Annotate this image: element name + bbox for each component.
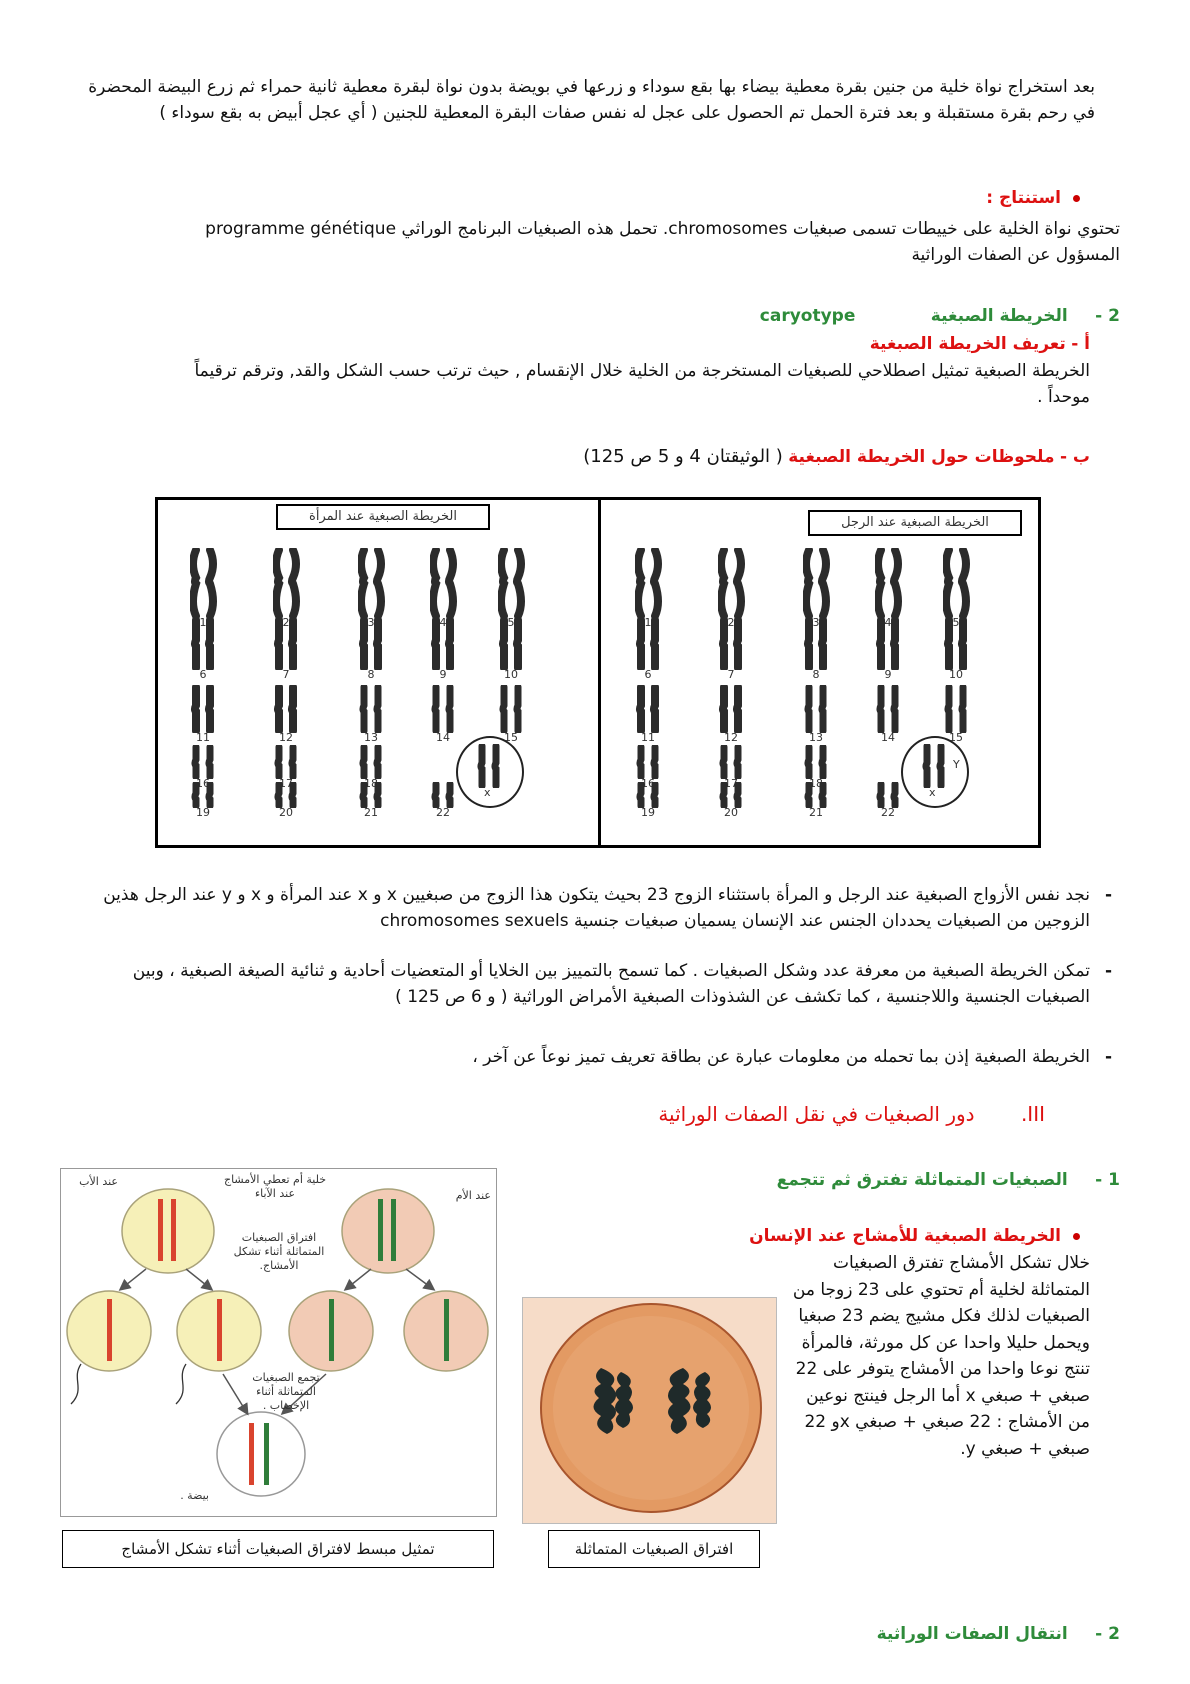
chromosome-pair-shape xyxy=(875,685,911,733)
male-chromosome-pair-3 xyxy=(803,548,839,618)
chromosome-pair-shape xyxy=(803,618,839,670)
chromosome-pair-shape xyxy=(498,685,534,733)
chromosome-arm xyxy=(723,784,724,806)
female-chromosome-pair-21 xyxy=(358,782,394,808)
male-chromosome-pair-1 xyxy=(635,548,671,618)
male-chromosome-number: 10 xyxy=(949,668,963,681)
chromosome-arm xyxy=(926,746,927,786)
karyotype-figure xyxy=(155,497,1041,848)
female-chromosome-number: 5 xyxy=(507,616,515,629)
meiosis-diagram-svg xyxy=(61,1169,496,1516)
chromosome-arm xyxy=(361,550,364,616)
sub1-heading: 1 - الصبغيات المتماثلة تفترق ثم تتجمع xyxy=(776,1170,1120,1190)
chromosome-arm xyxy=(363,687,364,731)
egg-cell xyxy=(217,1412,305,1496)
photo-caption: افتراق الصبغيات المتماثلة xyxy=(548,1530,760,1568)
male-chromosome-number: 15 xyxy=(949,731,963,744)
chromosome-pair-shape xyxy=(476,744,512,788)
chromosome-arm xyxy=(195,620,196,668)
note-caryotype-uses: - تمكن الخريطة الصبغية من معرفة عدد وشكل الصبغيات . كما تسمح بالتمييز بين الخلايا أو المتعضيات أحادية و ثنائية الصيغة الصبغية ، وبين الصبغيات الجنسية واللاجنسية ، كما تكشف عن الشذوذات الصبغية الأمراض الوراثية ( و 6 ص 125 ) xyxy=(132,961,1112,1007)
female-chromosome-number: 4 xyxy=(439,616,447,629)
male-chromosome-number: 6 xyxy=(644,668,652,681)
female-chromosome-number: 16 xyxy=(196,777,210,790)
female-chromosome-number: 2 xyxy=(282,616,290,629)
female-chromosome-pair-16 xyxy=(190,745,226,779)
father-cell xyxy=(122,1189,214,1273)
female-chromosome-pair-4 xyxy=(430,548,466,618)
chromosome-arm xyxy=(806,550,809,616)
male-chromosome-pair-15 xyxy=(943,685,979,733)
chromosome-arm xyxy=(209,784,210,806)
fusion-label: تجمع الصبغيات المتماثلة أثناء الإخصاب . xyxy=(252,1371,320,1412)
male-chromosome-pair-18 xyxy=(803,745,839,779)
female-chromosome-number: 3 xyxy=(367,616,375,629)
female-chromosome-pair-14 xyxy=(430,685,466,733)
chromosome-arm xyxy=(209,620,210,668)
chromosome-arm xyxy=(195,687,196,731)
chromosome-arm xyxy=(654,747,655,777)
section3-heading: III. دور الصبغيات في نقل الصفات الوراثية xyxy=(658,1102,1045,1126)
male-sex-y-label: Y xyxy=(953,758,960,771)
chromosome-pair-shape xyxy=(635,745,671,779)
chromosome-arm xyxy=(640,784,641,806)
male-chromosome-number: 19 xyxy=(641,806,655,819)
male-chromosome-pair-21 xyxy=(803,782,839,808)
chromosome-pair-shape xyxy=(635,548,671,618)
male-chromosome-number: 4 xyxy=(884,616,892,629)
chromosome-arm xyxy=(808,747,809,777)
female-chromosome-number: 22 xyxy=(436,806,450,819)
chromosome-pair-shape xyxy=(358,618,394,670)
chromosome-arm xyxy=(363,747,364,777)
chromosome-pair-shape xyxy=(943,548,979,618)
chromosome-pair-shape xyxy=(718,745,754,779)
chromosome-pair-shape xyxy=(803,548,839,618)
chromosome-arm xyxy=(449,784,450,806)
chromosome-arm xyxy=(193,550,196,616)
subsection-a-heading: أ - تعريف الخريطة الصبغية xyxy=(869,334,1090,354)
female-chromosome-number: 15 xyxy=(504,731,518,744)
male-chromosome-pair-2 xyxy=(718,548,754,618)
female-chromosome-pair-3 xyxy=(358,548,394,618)
chromosome-arm xyxy=(822,784,823,806)
female-sex-x-label: x xyxy=(484,786,491,799)
chromosome-arm xyxy=(276,550,279,616)
chromosome-arm xyxy=(363,784,364,806)
chromosome-pair-shape xyxy=(273,745,309,779)
chromosome-arm xyxy=(449,550,453,616)
chromosome-pair-shape xyxy=(358,548,394,618)
father-label: عند الأب xyxy=(79,1175,118,1188)
female-karyotype-title: الخريطة الصبغية عند المرأة xyxy=(276,504,490,530)
chromosome-arm xyxy=(377,784,378,806)
female-chromosome-number: 20 xyxy=(279,806,293,819)
female-chromosome-number: 6 xyxy=(199,668,207,681)
chromosome-pair-shape xyxy=(718,782,754,808)
chromosome-pair-shape xyxy=(358,782,394,808)
chromosome-pair-shape xyxy=(718,548,754,618)
chromosome-arm xyxy=(894,550,898,616)
chromosome-arm xyxy=(962,620,963,668)
chromosome-arm xyxy=(894,784,895,806)
male-chromosome-number: 8 xyxy=(812,668,820,681)
male-chromosome-number: 14 xyxy=(881,731,895,744)
female-chromosome-pair-20 xyxy=(273,782,309,808)
male-chromosome-number: 7 xyxy=(727,668,735,681)
chromosome-pair-shape xyxy=(921,744,957,788)
bullet-icon xyxy=(1073,195,1080,202)
chromosome-pair-shape xyxy=(875,548,911,618)
chromosome-arm xyxy=(878,550,881,616)
chromosome-arm xyxy=(737,550,741,616)
female-chromosome-pair-7 xyxy=(273,618,309,670)
chromosome-arm xyxy=(495,746,496,786)
male-chromosome-number: 1 xyxy=(644,616,652,629)
chromosome-arm xyxy=(517,620,518,668)
chromosome-arm xyxy=(377,550,381,616)
female-chromosome-number: 14 xyxy=(436,731,450,744)
chromosome-arm xyxy=(880,687,881,731)
subsection-b-heading: ب - ملحوظات حول الخريطة الصبغية ( الوثيقتان 4 و 5 ص 125) xyxy=(583,446,1090,467)
chromosome-pair-shape xyxy=(273,548,309,618)
chromosome-pair-shape xyxy=(358,685,394,733)
female-chromosome-number: 9 xyxy=(439,668,447,681)
chromosome-pair-shape xyxy=(718,685,754,733)
female-chromosome-pair-19 xyxy=(190,782,226,808)
chromosome-pair-shape xyxy=(803,685,839,733)
female-chromosome-number: 12 xyxy=(279,731,293,744)
female-chromosome-number: 8 xyxy=(367,668,375,681)
female-chromosome-pair-13 xyxy=(358,685,394,733)
chromosome-pair-shape xyxy=(273,618,309,670)
chromosome-arm xyxy=(209,687,210,731)
chromosome-arm xyxy=(640,620,641,668)
chromosome-arm xyxy=(377,747,378,777)
female-chromosome-number: 1 xyxy=(199,616,207,629)
female-chromosome-pair-11 xyxy=(190,685,226,733)
male-chromosome-number: 9 xyxy=(884,668,892,681)
note-sex-chromosomes: - نجد نفس الأزواج الصبغية عند الرجل و المرأة باستثناء الزوج 23 بحيث يتكون هذا الزوج من صبغيين x و x عند المرأة و x و y عند الرجل هذين الزوجين من الصبغيات يحددان الجنس عند الإنسان يسميان صبغيات جنسية chromosomes sexuels xyxy=(103,885,1112,931)
male-chromosome-number: 13 xyxy=(809,731,823,744)
cell-photo-svg xyxy=(523,1298,776,1523)
male-chromosome-pair-12 xyxy=(718,685,754,733)
chromosome-arm xyxy=(435,784,436,806)
male-chromosome-number: 5 xyxy=(952,616,960,629)
chromosome-arm xyxy=(822,747,823,777)
chromosome-pair-shape xyxy=(635,618,671,670)
chromosome-arm xyxy=(723,620,724,668)
male-chromosome-pair-7 xyxy=(718,618,754,670)
mother-cell xyxy=(342,1189,434,1273)
male-chromosome-number: 12 xyxy=(724,731,738,744)
chromosome-pair-shape xyxy=(498,618,534,670)
chromosome-pair-shape xyxy=(430,618,466,670)
chromosome-arm xyxy=(481,746,482,786)
male-chromosome-pair-5 xyxy=(943,548,979,618)
male-chromosome-number: 17 xyxy=(724,777,738,790)
chromosome-arm xyxy=(292,747,293,777)
chromosome-pair-shape xyxy=(190,685,226,733)
chromosome-arm xyxy=(638,550,641,616)
chromosome-arm xyxy=(880,784,881,806)
chromosome-pair-shape xyxy=(190,745,226,779)
female-chromosome-pair-5 xyxy=(498,548,534,618)
chromosome-arm xyxy=(948,687,949,731)
male-chromosome-number: 3 xyxy=(812,616,820,629)
male-chromosome-number: 21 xyxy=(809,806,823,819)
female-chromosome-number: 7 xyxy=(282,668,290,681)
male-chromosome-pair-17 xyxy=(718,745,754,779)
female-chromosome-pair-9 xyxy=(430,618,466,670)
chromosome-arm xyxy=(940,746,941,786)
chromosome-arm xyxy=(278,747,279,777)
chromosome-pair-shape xyxy=(943,685,979,733)
chromosome-arm xyxy=(808,687,809,731)
female-chromosome-number: 18 xyxy=(364,777,378,790)
chromosome-arm xyxy=(737,747,738,777)
chromosome-arm xyxy=(503,687,504,731)
chromosome-arm xyxy=(278,687,279,731)
female-chromosome-number: 10 xyxy=(504,668,518,681)
chromosome-arm xyxy=(962,550,966,616)
chromosome-pair-shape xyxy=(635,782,671,808)
chromosome-arm xyxy=(501,550,504,616)
chromosome-arm xyxy=(292,550,296,616)
chromosome-pair-shape xyxy=(190,782,226,808)
male-chromosome-pair-4 xyxy=(875,548,911,618)
bullet-icon xyxy=(1073,1233,1080,1240)
chromosome-arm xyxy=(894,620,895,668)
chromosome-pair-shape xyxy=(273,782,309,808)
male-chromosome-number: 11 xyxy=(641,731,655,744)
female-chromosome-number: 21 xyxy=(364,806,378,819)
female-chromosome-pair-15 xyxy=(498,685,534,733)
chromosome-arm xyxy=(737,620,738,668)
chromosome-arm xyxy=(822,550,826,616)
chromosome-arm xyxy=(435,620,436,668)
chromosome-arm xyxy=(822,687,823,731)
chromosome-arm xyxy=(377,687,378,731)
chromosome-pair-shape xyxy=(635,685,671,733)
male-sex-chromosome-pair xyxy=(921,744,957,792)
chromosome-arm xyxy=(880,620,881,668)
conclusion-text: تحتوي نواة الخلية على خييطات تسمى صبغيات chromosomes. تحمل هذه الصبغيات البرنامج الوراثي programme génétique المسؤول عن الصفات الوراثية xyxy=(205,219,1120,265)
chromosome-arm xyxy=(640,747,641,777)
male-chromosome-number: 20 xyxy=(724,806,738,819)
female-chromosome-number: 13 xyxy=(364,731,378,744)
chromosome-arm xyxy=(449,620,450,668)
female-chromosome-number: 19 xyxy=(196,806,210,819)
male-sex-x-label: x xyxy=(929,786,936,799)
meiosis-diagram xyxy=(60,1168,497,1517)
male-chromosome-pair-8 xyxy=(803,618,839,670)
gametes-heading: الخريطة الصبغية للأمشاج عند الإنسان xyxy=(749,1226,1080,1246)
male-chromosome-pair-16 xyxy=(635,745,671,779)
female-chromosome-pair-17 xyxy=(273,745,309,779)
male-chromosome-pair-14 xyxy=(875,685,911,733)
male-chromosome-pair-9 xyxy=(875,618,911,670)
chromosome-arm xyxy=(654,784,655,806)
male-chromosome-number: 18 xyxy=(809,777,823,790)
male-karyotype-title: الخريطة الصبغية عند الرجل xyxy=(808,510,1022,536)
chromosome-arm xyxy=(721,550,724,616)
section2-heading: 2 - الخريطة الصبغية caryotype xyxy=(759,306,1120,326)
homologous-separation-photo xyxy=(522,1297,777,1524)
mother-label: عند الأم xyxy=(455,1189,491,1202)
chromosome-pair-shape xyxy=(875,618,911,670)
chromosome-arm xyxy=(435,687,436,731)
chromosome-pair-shape xyxy=(430,548,466,618)
chromosome-arm xyxy=(292,784,293,806)
chromosome-arm xyxy=(292,687,293,731)
chromosome-arm xyxy=(737,784,738,806)
female-chromosome-pair-8 xyxy=(358,618,394,670)
chromosome-arm xyxy=(822,620,823,668)
chromosome-pair-shape xyxy=(803,745,839,779)
chromosome-pair-shape xyxy=(190,548,226,618)
chromosome-arm xyxy=(449,687,450,731)
chromosome-arm xyxy=(377,620,378,668)
male-chromosome-pair-11 xyxy=(635,685,671,733)
egg-label: بيضة . xyxy=(180,1489,209,1502)
chromosome-arm xyxy=(737,687,738,731)
chromosome-arm xyxy=(278,784,279,806)
chromosome-pair-shape xyxy=(273,685,309,733)
conclusion-heading: استنتاج : xyxy=(986,188,1080,208)
chromosome-arm xyxy=(808,784,809,806)
male-chromosome-pair-13 xyxy=(803,685,839,733)
female-chromosome-pair-1 xyxy=(190,548,226,618)
female-sex-chromosome-pair xyxy=(476,744,512,792)
male-chromosome-number: 22 xyxy=(881,806,895,819)
chromosome-pair-shape xyxy=(358,745,394,779)
male-chromosome-number: 2 xyxy=(727,616,735,629)
female-chromosome-pair-2 xyxy=(273,548,309,618)
sub2-heading: 2 - انتقال الصفات الوراثية xyxy=(876,1624,1120,1644)
chromosome-arm xyxy=(808,620,809,668)
chromosome-pair-shape xyxy=(718,618,754,670)
male-chromosome-pair-6 xyxy=(635,618,671,670)
male-chromosome-pair-20 xyxy=(718,782,754,808)
chromosome-arm xyxy=(503,620,504,668)
chromosome-arm xyxy=(640,687,641,731)
chromosome-arm xyxy=(654,620,655,668)
diagram-caption: تمثيل مبسط لافتراق الصبغيات أثناء تشكل الأمشاج xyxy=(62,1530,494,1568)
chromosome-arm xyxy=(363,620,364,668)
chromosome-arm xyxy=(517,687,518,731)
intro-paragraph: بعد استخراج نواة خلية من جنين بقرة معطية بيضاء بها بقع سوداء و زرعها في بويضة بدون نواة لبقرة معطية ثانية حمراء ثم زرع البيضة المحضرة في رحم بقرة مستقبلة و بعد فترة الحمل تم الحصول على عجل له نفس صفات البقرة المعطية للجنين ( أي عجل أبيض به بقع سوداء ) xyxy=(88,77,1095,123)
female-chromosome-pair-18 xyxy=(358,745,394,779)
male-chromosome-number: 16 xyxy=(641,777,655,790)
chromosome-pair-shape xyxy=(943,618,979,670)
chromosome-arm xyxy=(195,747,196,777)
chromosome-arm xyxy=(517,550,521,616)
separation-label: افتراق الصبغيات المتماثلة أثناء تشكل الأمشاج. xyxy=(233,1231,325,1272)
chromosome-arm xyxy=(723,747,724,777)
female-chromosome-pair-10 xyxy=(498,618,534,670)
mother-cell-label: خلية أم تعطي الأمشاج عند الآباء xyxy=(223,1173,327,1200)
chromosome-arm xyxy=(962,687,963,731)
chromosome-arm xyxy=(433,550,436,616)
chromosome-arm xyxy=(723,687,724,731)
chromosome-pair-shape xyxy=(803,782,839,808)
chromosome-arm xyxy=(209,747,210,777)
chromosome-arm xyxy=(654,550,658,616)
karyotype-divider xyxy=(598,500,601,845)
chromosome-arm xyxy=(278,620,279,668)
chromosome-pair-shape xyxy=(498,548,534,618)
chromosome-arm xyxy=(894,687,895,731)
chromosome-pair-shape xyxy=(430,685,466,733)
chromosome-pair-shape xyxy=(190,618,226,670)
chromosome-arm xyxy=(195,784,196,806)
chromosome-arm xyxy=(654,687,655,731)
note-identity-card: - الخريطة الصبغية إذن بما تحمله من معلومات عبارة عن بطاقة تعريف تميز نوعاً عن آخر ، xyxy=(472,1047,1112,1067)
chromosome-arm xyxy=(946,550,949,616)
chromosome-arm xyxy=(209,550,213,616)
male-chromosome-pair-10 xyxy=(943,618,979,670)
gametes-text: خلال تشكل الأمشاج تفترق الصبغيات المتماثلة لخلية أم تحتوي على 23 زوجا من الصبغيات لذلك فكل مشيج يضم 23 صبغيا ويحمل حليلا واحدا عن كل مورثة، فالمرأة تنتج نوعا واحدا من الأمشاج يتوفر على 22 صبغي + صبغي x أما الرجل فينتج نوعين من الأمشاج : 22 صبغي + صبغي xو 22 صبغي + صبغي y. xyxy=(792,1253,1090,1459)
male-chromosome-pair-19 xyxy=(635,782,671,808)
caryotype-definition: الخريطة الصبغية تمثيل اصطلاحي للصبغيات المستخرجة من الخلية خلال الإنقسام , حيث ترتب حسب الشكل والقد, وترقم ترقيماً موحداً . xyxy=(194,361,1090,407)
female-chromosome-number: 17 xyxy=(279,777,293,790)
chromosome-arm xyxy=(292,620,293,668)
female-chromosome-pair-6 xyxy=(190,618,226,670)
chromosome-arm xyxy=(948,620,949,668)
female-chromosome-number: 11 xyxy=(196,731,210,744)
female-chromosome-pair-12 xyxy=(273,685,309,733)
